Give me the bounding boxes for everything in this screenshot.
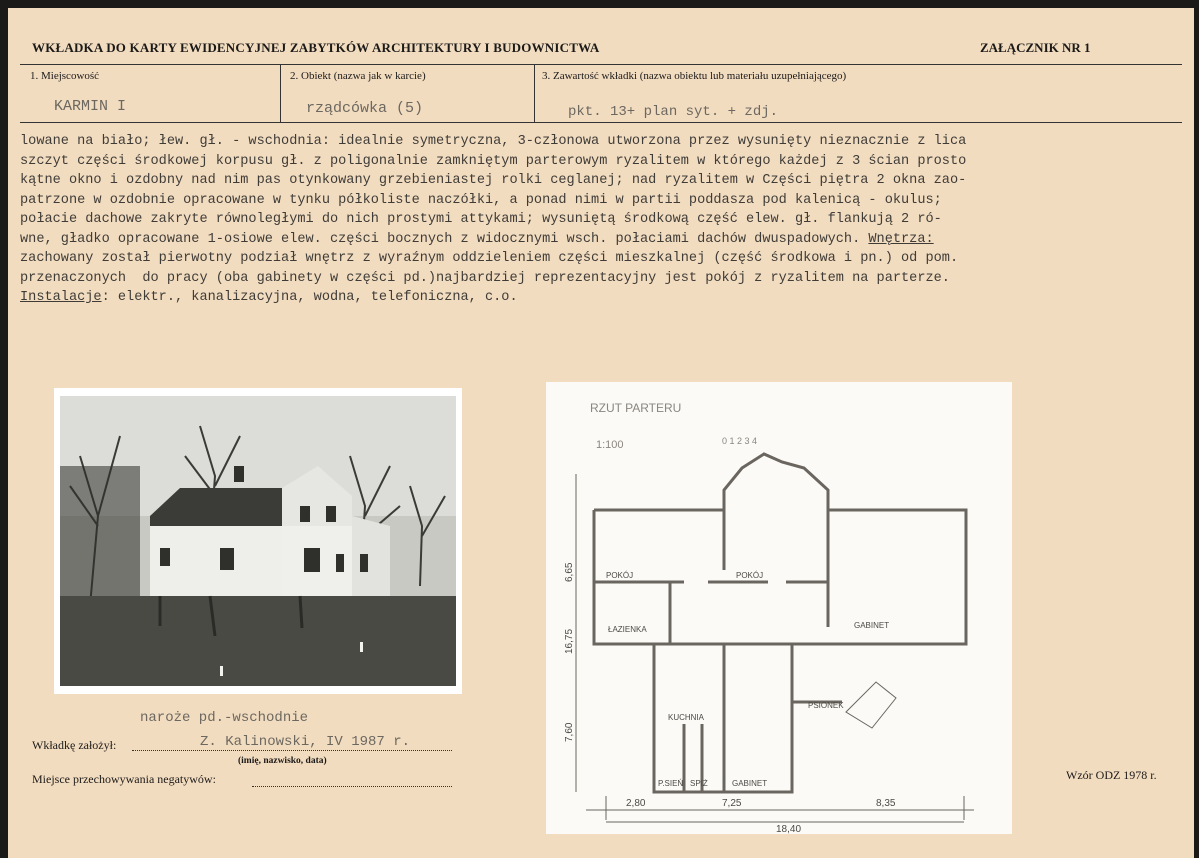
dim-label: 2,80	[626, 798, 646, 809]
place-label: 1. Miejscowość	[30, 70, 100, 82]
dim-label: 18,40	[776, 824, 802, 834]
made-by-label: Wkładkę założył:	[32, 738, 117, 752]
storage-line	[252, 786, 452, 787]
room-label: PSIONEK	[808, 701, 844, 710]
sheet-title: WKŁADKA DO KARTY EWIDENCYJNEJ ZABYTKÓW ARCHITEKTURY I BUDOWNICTWA	[32, 40, 600, 55]
dim-label: 16,75	[564, 628, 575, 654]
place-value: KARMIN I	[54, 98, 127, 115]
field-divider	[534, 64, 535, 122]
room-label: KUCHNIA	[668, 713, 705, 722]
dim-label: 7,25	[722, 798, 742, 809]
room-label: GABINET	[854, 621, 890, 630]
content-value: pkt. 13+ plan syt. + zdj.	[568, 104, 779, 120]
installations-heading: Instalacje	[20, 290, 102, 305]
dim-label: 6,65	[564, 562, 575, 582]
field-divider	[280, 64, 281, 122]
description-text	[20, 132, 1192, 308]
made-by-value: Z. Kalinowski, IV 1987 r.	[200, 734, 411, 750]
plan-scale-ticks: 0 1 2 3 4	[722, 436, 758, 446]
house-photo-image	[60, 396, 456, 686]
content-label: 3. Zawartość wkładki (nazwa obiektu lub materiału uzupełniającego)	[542, 70, 847, 82]
header-rule	[20, 64, 1182, 65]
room-label: ŁAZIENKA	[608, 625, 647, 634]
plan-title: RZUT PARTERU	[590, 401, 682, 415]
text-line: kątne okno i ozdobny nad nim pas otynkowany grzebieniastej rolki ceglanej; nad ryzalitem w Części piętra 2 okna zao-	[20, 173, 967, 188]
house-photo-card	[54, 388, 462, 694]
record-sheet	[8, 8, 1194, 858]
floor-plan-card	[546, 382, 1012, 834]
text-line: przenaczonych do pracy (oba gabinety w części pd.)najbardziej reprezentacyjny jest pokój z ryzalitem na parterze.	[20, 270, 950, 286]
storage-label: Miejsce przechowywania negatywów:	[32, 772, 216, 786]
object-label: 2. Obiekt (nazwa jak w karcie)	[290, 70, 426, 82]
annex-number: ZAŁĄCZNIK NR 1	[980, 40, 1091, 55]
text-line: wne, gładko opracowane 1-osiowe elew. części bocznych z widocznymi wsch. połaciami dachów dwuspadowych. Wnętrza:	[20, 231, 934, 247]
text-line: połacie dachowe zakryte równoległymi do nich prostymi attykami; wysuniętą środkową część elew. gł. flankują 2 ró-	[20, 212, 942, 227]
text-line: szczyt części środkowej korpusu gł. z poligonalnie zamkniętym parterowym ryzalitem w którego każdej z 3 ścian prosto	[20, 153, 967, 169]
room-label: POKÓJ	[606, 571, 634, 580]
made-by-line	[132, 750, 452, 751]
fields-rule	[20, 122, 1182, 123]
object-value: rządcówka (5)	[306, 100, 424, 117]
text-line: zachowany został pierwotny podział wnętrz z wyraźnym oddzieleniem części mieszkalnej (część środkowa i pn.) od pom.	[20, 251, 959, 266]
interior-heading: Wnętrza:	[868, 231, 934, 247]
house-photo	[60, 396, 456, 686]
photo-caption: naroże pd.-wschodnie	[140, 710, 309, 726]
text-line: lowane na biało; łew. gł. - wschodnia: idealnie symetryczna, 3-członowa utworzona przez wysunięty nieznacznie z lica	[20, 134, 967, 149]
room-label: P.SIEŃ	[658, 779, 684, 788]
dim-label: 7,60	[564, 722, 575, 742]
text-line: Instalacje: elektr., kanalizacyjna, wodna, telefoniczna, c.o.	[20, 290, 518, 305]
plan-scale: 1:100	[596, 439, 624, 451]
form-model-label: Wzór ODZ 1978 r.	[1066, 768, 1157, 782]
dim-label: 8,35	[876, 798, 896, 809]
room-label: POKÓJ	[736, 571, 764, 580]
made-by-hint: (imię, nazwisko, data)	[238, 756, 327, 766]
text-line: patrzone w ozdobnie opracowane w tynku półkoliste naczółki, a ponad nimi w partii poddasza pod kalenicą - okulus;	[20, 192, 942, 208]
floor-plan-drawing	[546, 382, 1012, 834]
room-label: GABINET	[732, 779, 768, 788]
room-label: SPIŻ	[690, 779, 708, 788]
